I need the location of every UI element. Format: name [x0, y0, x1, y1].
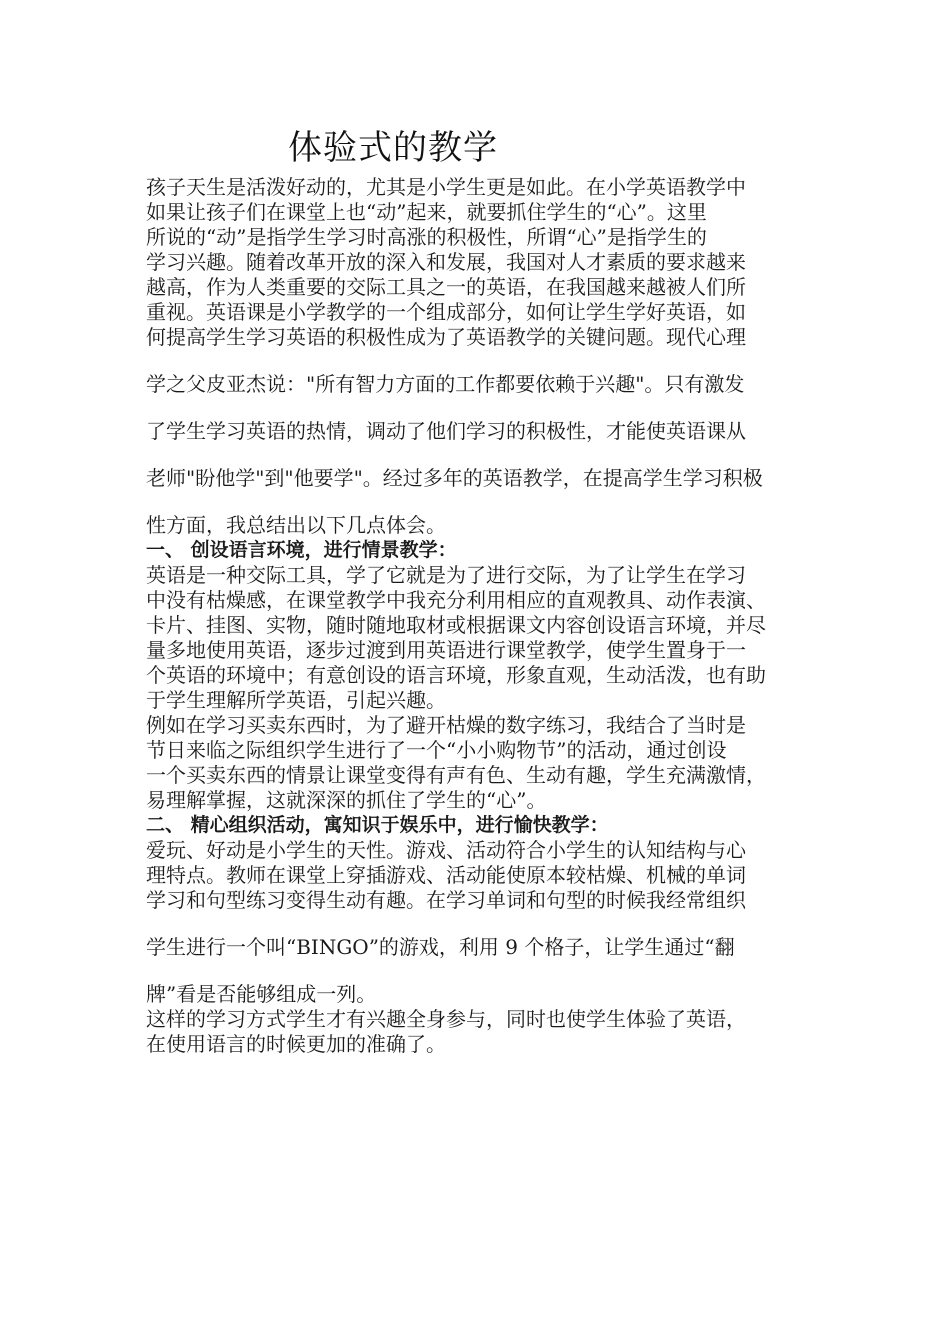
text-line: 例如在学习买卖东西时，为了避开枯燥的数字练习，我结合了当时是	[146, 713, 746, 737]
text-line: 了学生学习英语的热情，调动了他们学习的积极性，才能使英语课从	[146, 419, 746, 443]
text-line: 节日来临之际组织学生进行了一个“小小购物节”的活动，通过创设	[146, 738, 727, 762]
text-line: 重视。英语课是小学教学的一个组成部分，如何让学生学好英语，如	[146, 300, 746, 324]
document-body	[146, 175, 826, 1057]
text-line: 学习兴趣。随着改革开放的深入和发展，我国对人才素质的要求越来	[146, 250, 746, 274]
text-line: 学生进行一个叫“BINGO”的游戏，利用 9 个格子，让学生通过“翻	[146, 935, 735, 959]
text-line: 理特点。教师在课堂上穿插游戏、活动能使原本较枯燥、机械的单词	[146, 863, 746, 887]
text-line: 越高，作为人类重要的交际工具之一的英语，在我国越来越被人们所	[146, 275, 746, 299]
text-line: 个英语的环境中；有意创设的语言环境，形象直观，生动活泼，也有助	[146, 663, 766, 687]
text-line: 卡片、挂图、实物，随时随地取材或根据课文内容创设语言环境，并尽	[146, 613, 766, 637]
text-line: 孩子天生是活泼好动的，尤其是小学生更是如此。在小学英语教学中	[146, 175, 746, 199]
section-heading-1: 一、 创设语言环境，进行情景教学：	[146, 539, 457, 561]
text-line: 于学生理解所学英语，引起兴趣。	[146, 688, 446, 712]
text-line: 在使用语言的时候更加的准确了。	[146, 1032, 446, 1056]
text-line: 何提高学生学习英语的积极性成为了英语教学的关键问题。现代心理	[146, 325, 746, 349]
text-line: 量多地使用英语，逐步过渡到用英语进行课堂教学，使学生置身于一	[146, 638, 746, 662]
text-line: 学之父皮亚杰说："所有智力方面的工作都要依赖于兴趣"。只有激发	[146, 372, 745, 396]
text-line: 爱玩、好动是小学生的天性。游戏、活动符合小学生的认知结构与心	[146, 838, 746, 862]
text-line: 中没有枯燥感，在课堂教学中我充分利用相应的直观教具、动作表演、	[146, 588, 766, 612]
text-line: 老师"盼他学"到"他要学"。经过多年的英语教学，在提高学生学习积极	[146, 466, 763, 490]
text-line: 易理解掌握，这就深深的抓住了学生的“心”。	[146, 788, 547, 812]
text-line: 所说的“动”是指学生学习时高涨的积极性，所谓“心”是指学生的	[146, 225, 707, 249]
text-line: 如果让孩子们在课堂上也“动”起来，就要抓住学生的“心”。这里	[146, 200, 707, 224]
section-heading-2: 二、 精心组织活动，寓知识于娱乐中，进行愉快教学：	[146, 814, 609, 836]
text-line: 一个买卖东西的情景让课堂变得有声有色、生动有趣，学生充满激情，	[146, 763, 766, 787]
text-line: 学习和句型练习变得生动有趣。在学习单词和句型的时候我经常组织	[146, 888, 746, 912]
text-line: 性方面，我总结出以下几点体会。	[146, 513, 446, 537]
document-title: 体验式的教学	[288, 128, 498, 168]
text-line: 英语是一种交际工具，学了它就是为了进行交际，为了让学生在学习	[146, 563, 746, 587]
text-line: 这样的学习方式学生才有兴趣全身参与，同时也使学生体验了英语，	[146, 1007, 746, 1031]
text-line: 牌”看是否能够组成一列。	[146, 982, 377, 1006]
